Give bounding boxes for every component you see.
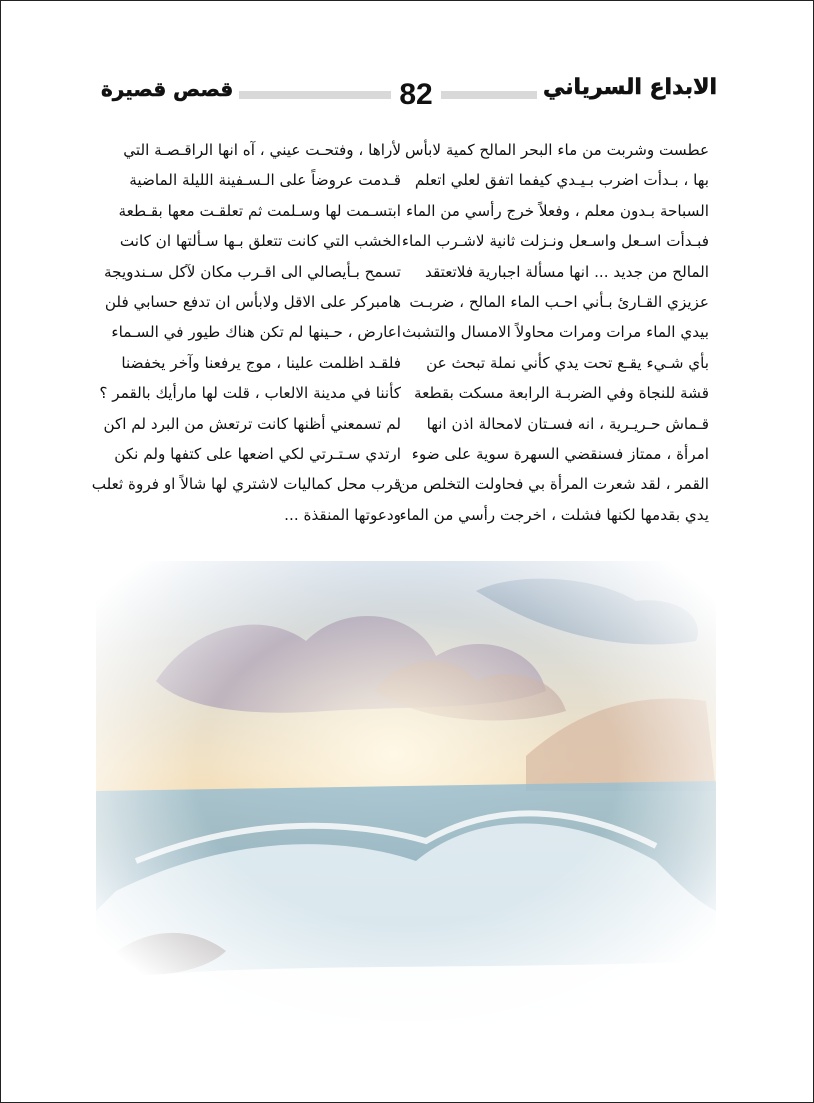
text-line: لأراها ، وفتحـت عيني ، آه انها الراقـصـة التي xyxy=(123,141,401,159)
text-line: بها ، بـدأت اضرب بـيـدي كيفما اتفق لعلي اتعلم xyxy=(414,171,709,190)
text-line: عطست وشربت من ماء البحر المالح كمية لابأس xyxy=(404,141,709,159)
text-line: قرب محل كماليات لاشتري لها شالاً او فروة ثعلب xyxy=(91,475,401,494)
article-column-left xyxy=(91,135,401,530)
text-line: امرأة ، ممتاز فسنقضي السهرة سوية على ضوء xyxy=(411,445,709,464)
text-line: بيدي الماء مرات ومرات محاولاً الامسال والتشبث xyxy=(401,323,709,342)
text-line: ودعوتها المنقذة ... xyxy=(284,505,401,524)
article-column-right xyxy=(398,135,709,530)
text-line: قـماش حـريـرية ، انه فسـتان لامحالة اذن انها xyxy=(426,414,709,433)
text-line: القمر ، لقد شعرت المرأة بي فحاولت التخلص من xyxy=(398,475,709,494)
text-line: هامبركر على الاقل ولابأس ان تدفع حسابي فلن xyxy=(104,293,401,312)
text-line: يدي بقدمها لكنها فشلت ، اخرجت رأسي من الماء xyxy=(399,505,709,524)
text-line: الخشب التي كانت تتعلق بـها سـألتها ان كانت xyxy=(119,232,401,251)
sea-sunset-illustration xyxy=(96,561,716,1021)
text-line: عزيزي القـارئ بـأني احـب الماء المالح ، ضربـت xyxy=(409,293,709,312)
text-line: ابتسـمت لها وسـلمت ثم تعلقـت معها بقـطعة xyxy=(118,201,401,220)
text-line: فلقـد اظلمت علينا ، موج يرفعنا وآخر يخفضنا xyxy=(121,353,401,372)
text-line: كأننا في مدينة الالعاب ، قلت لها مارأيك بالقمر ؟ xyxy=(99,384,401,403)
page-number: 82 xyxy=(399,78,433,111)
text-line: بأي شـيء يقـع تحت يدي كأني نملة تبحث عن xyxy=(426,353,709,372)
text-line: اعارض ، حـينها لم تكن هناك طيور في السـماء xyxy=(111,323,401,342)
magazine-title: الابداع السرياني xyxy=(537,75,723,100)
text-line: المالح من جديد ... انها مسألة اجبارية فلاتعتقد xyxy=(424,262,709,281)
section-title: قصص قصيرة xyxy=(95,77,239,101)
text-line: ارتدي سـتـرتي لكي اضعها على كتفها ولم نكن xyxy=(114,445,401,464)
text-line: قـدمت عروضاً على الـسـفينة الليلة الماضية xyxy=(129,171,401,190)
text-line: السباحة بـدون معلم ، وفعلاً خرج رأسي من الماء xyxy=(406,201,709,220)
text-line: قشة للنجاة وفي الضربـة الرابعة مسكت بقطعة xyxy=(414,384,709,403)
text-line: فبـدأت اسـعل واسـعل ونـزلت ثانية لاشـرب الماء xyxy=(401,232,709,251)
text-line: تسمح بـأيصالي الى اقـرب مكان لآكل سـندويجة xyxy=(104,262,401,281)
text-line: لم تسمعني أظنها كانت ترتعش من البرد لم اكن xyxy=(103,414,401,433)
